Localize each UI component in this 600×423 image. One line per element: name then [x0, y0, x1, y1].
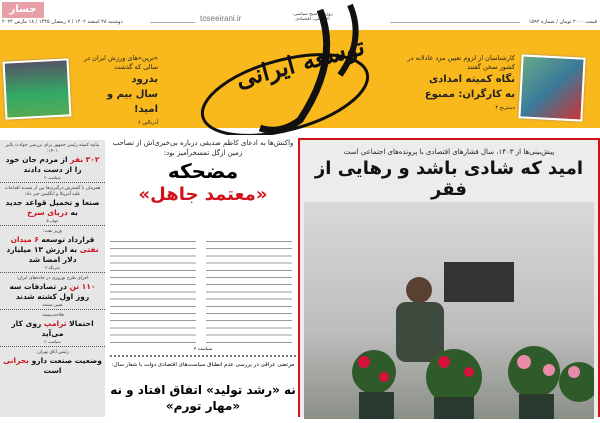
- sidebar-item[interactable]: وزیر نفت: قرارداد توسعه ۶ میدان نفتی به ارزش ۱۳ میلیارد دلار امضا شد بحرنگه ۳: [0, 226, 105, 273]
- story-headline-red[interactable]: «معتمد جاهل»: [138, 184, 268, 205]
- logo-text: توسعه ایرانی: [232, 31, 368, 94]
- story-headline[interactable]: مضحکه: [167, 159, 239, 183]
- main-photo: [304, 202, 594, 419]
- body-text-column: [110, 238, 196, 344]
- website[interactable]: toseeirani.ir: [200, 14, 242, 23]
- main-headline[interactable]: امید که شادی باشد و رهایی از فقر: [314, 158, 584, 200]
- workers-photo: [518, 54, 585, 121]
- football-photo: [3, 58, 72, 119]
- story2-kicker: مرتضی عراقی در بررسی عدم انطباق سیاست‌های اقتصادی دولت با شعار سال:: [110, 355, 296, 369]
- teaser-workers[interactable]: کارشناسان از لزوم تعیین مزد عادلانه در کشور سخن گفتند نگاه کمیته امدادی به کارگران: ممنوع دسترنج ۴: [407, 54, 515, 111]
- price-issue: قیمت ۲۰۰۰ تومان / شماره ۱۵۹۲: [528, 19, 597, 25]
- story2-headline[interactable]: نه «رشد تولید» اتفاق افتاد و نه «مهار تورم»: [110, 383, 296, 413]
- masthead-subtitle: روزنامه صبح سیاسی، اجتماعی، اقتصادی: [292, 12, 333, 22]
- teaser-sports[interactable]: «ترین»های ورزش ایران در سالی که گذشت بدرود سال بیم و امید! آدرنالین ۶: [84, 54, 158, 126]
- divider: [390, 22, 520, 23]
- sidebar-item[interactable]: فلاحت‌پیشه: احتمالا ترامپ روی کار می‌آید سیاست ۲: [0, 310, 105, 347]
- sidebar-item[interactable]: اجرای طرح نوروزی در جاده‌های ایران: ۱۱۰ تن در تصادفات سه روز اول کشته شدند همین صفحه: [0, 273, 105, 310]
- sidebar-item[interactable]: بیانیه کمیته رئیس جمهور برای بررسی حوادث پالیز ۱۴۰۱: ۳۰۲ نفر از مردم جان خود را از دست دادند سیاست ۲: [0, 140, 105, 183]
- main-kicker: پیش‌بینی‌ها از ۱۴۰۳، سال فشارهای اقتصادی با پرونده‌های اجتماعی است: [343, 148, 555, 156]
- sidebar-item[interactable]: رئیس اتاق تهران: وضعیت صنعت دارو بحرانی است: [3, 350, 102, 375]
- issue-date: دوشنبه ۲۸ اسفند ۱۴۰۲ / ۷ رمضان ۱۴۴۵ / ۱۸ مارس ۲۰۲۴: [2, 19, 123, 25]
- sidebar-item[interactable]: همزمان با گسترش درگیری‌ها بین از تشدید اقدامات علیه آمریکا و انگلیس خبر داد: صنعا و تحمیل قواعد جدید به دریای سرخ جهان ۵: [0, 183, 105, 226]
- middle-column: [110, 138, 296, 417]
- divider: [150, 22, 195, 23]
- sidebar-news: [0, 140, 105, 417]
- corner-logo: جسار: [2, 2, 44, 18]
- story-ref: سیاست ۲: [193, 347, 213, 352]
- story-kicker: واکنش‌ها به ادعای کاظم صدیقی درباره بی‌خبری‌اش از تصاحب زمین ازگل تمسخرآمیز بود:: [112, 139, 294, 157]
- body-text-column: [206, 238, 292, 344]
- main-story[interactable]: [298, 138, 600, 417]
